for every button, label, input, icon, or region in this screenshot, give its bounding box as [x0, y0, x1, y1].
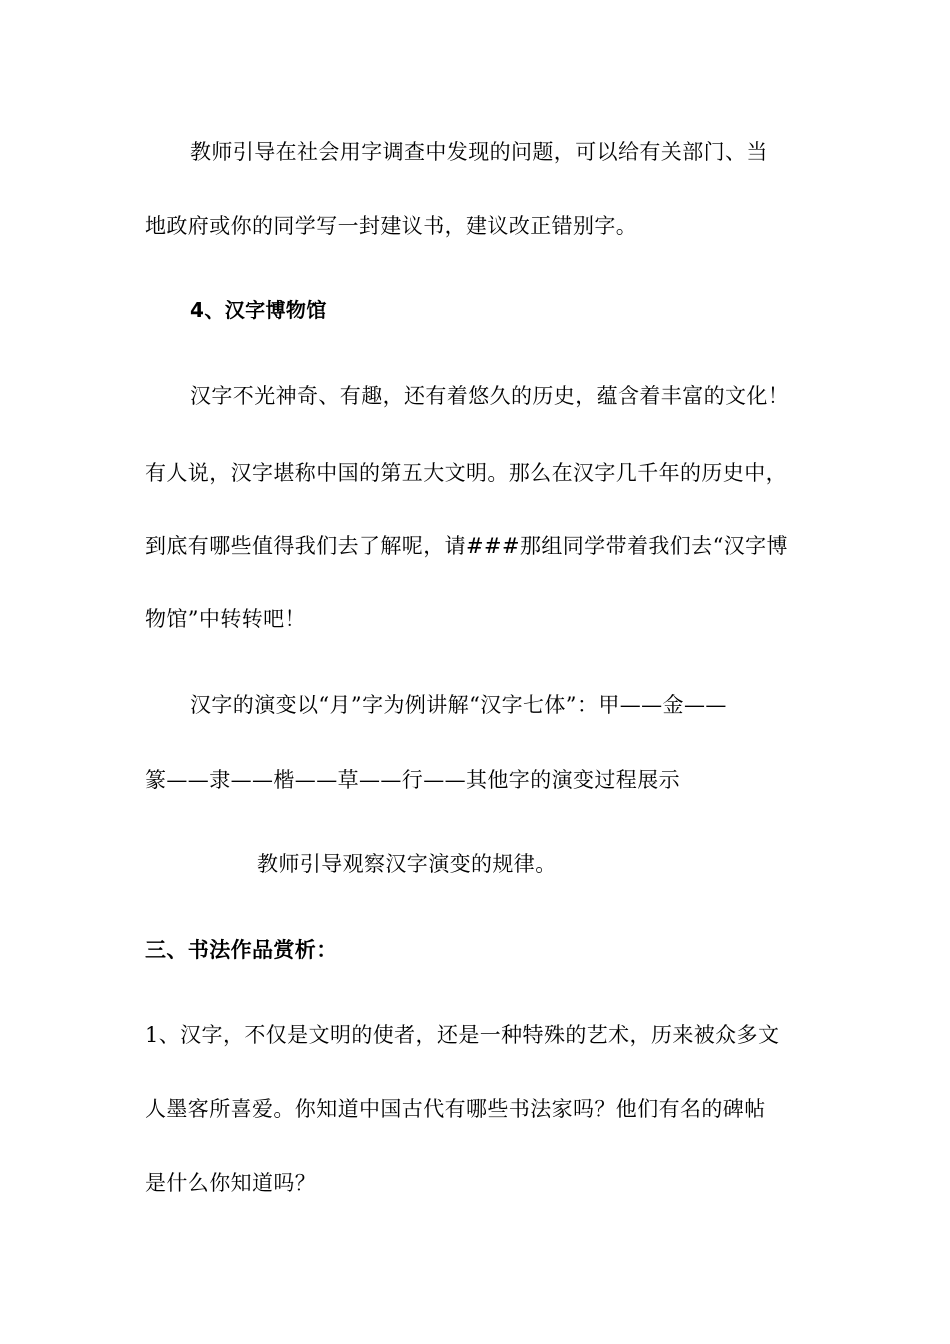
paragraph-line: 物馆”中转转吧！	[145, 607, 306, 631]
section-heading: 4、汉字博物馆	[190, 298, 327, 322]
paragraph-line: 地政府或你的同学写一封建议书，建议改正错别字。	[145, 214, 638, 238]
paragraph-line: 教师引导在社会用字调查中发现的问题，可以给有关部门、当	[190, 140, 768, 164]
paragraph-line: 篆——隶——楷——草——行——其他字的演变过程展示	[145, 768, 680, 792]
paragraph-line: 人墨客所喜爱。你知道中国古代有哪些书法家吗？他们有名的碑帖	[145, 1097, 766, 1121]
paragraph-line: 到底有哪些值得我们去了解呢，请###那组同学带着我们去“汉字博	[145, 534, 788, 558]
paragraph-line: 有人说，汉字堪称中国的第五大文明。那么在汉字几千年的历史中，	[145, 461, 787, 485]
paragraph-line: 1、汉字，不仅是文明的使者，还是一种特殊的艺术，历来被众多文	[145, 1023, 780, 1047]
paragraph-line: 教师引导观察汉字演变的规律。	[257, 852, 557, 876]
paragraph-line: 汉字的演变以“月”字为例讲解“汉字七体”：甲——金——	[190, 693, 727, 717]
paragraph-line: 是什么你知道吗？	[145, 1171, 317, 1195]
section-heading: 三、书法作品赏析：	[145, 938, 338, 962]
paragraph-line: 汉字不光神奇、有趣，还有着悠久的历史，蕴含着丰富的文化！	[190, 384, 790, 408]
